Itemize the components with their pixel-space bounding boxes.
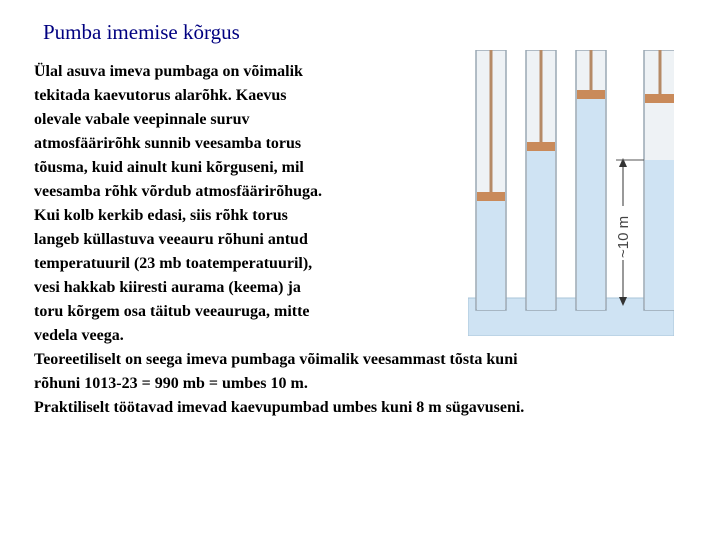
paragraph-line: Ülal asuva imeva pumbaga on võimalik <box>34 63 303 80</box>
paragraph-line: tõusma, kuid ainult kuni kõrguseni, mil <box>34 159 304 176</box>
height-arrow-top <box>619 158 627 167</box>
paragraph-line: tekitada kaevutorus alarõhk. Kaevus <box>34 87 287 104</box>
tube-3-water <box>577 96 605 310</box>
pump-tubes-figure <box>468 50 674 336</box>
tube-2-water <box>527 148 555 310</box>
tube-4-water <box>645 160 674 310</box>
paragraph-line: toru kõrgem osa täitub veeauruga, mitte <box>34 303 310 320</box>
tube-1-water <box>477 198 505 310</box>
body-paragraph <box>34 60 525 420</box>
slide-title: Pumba imemise kõrgus <box>43 20 240 44</box>
paragraph-line: vesi hakkab kiiresti aurama (keema) ja <box>34 279 301 296</box>
height-label: ~10 m <box>615 215 632 258</box>
paragraph-line: veesamba rõhk võrdub atmosfäärirõhuga. <box>34 183 323 200</box>
paragraph-line: vedela veega. <box>34 327 124 344</box>
paragraph-line: atmosfäärirõhk sunnib veesamba torus <box>34 135 302 152</box>
tube-4-piston <box>645 94 674 103</box>
paragraph-line: temperatuuril (23 mb toatemperatuuril), <box>34 255 313 272</box>
tube-1-piston <box>477 192 505 201</box>
paragraph-line: olevale vabale veepinnale suruv <box>34 111 250 128</box>
paragraph-line: Teoreetiliselt on seega imeva pumbaga võimalik veesammast tõsta kuni <box>34 351 518 368</box>
tube-2-piston <box>527 142 555 151</box>
paragraph-line: langeb küllastuva veeauru rõhuni antud <box>34 231 308 248</box>
paragraph-line: Kui kolb kerkib edasi, siis rõhk torus <box>34 207 288 224</box>
paragraph-line: Praktiliselt töötavad imevad kaevupumbad umbes kuni 8 m sügavuseni. <box>34 399 525 416</box>
paragraph-line: rõhuni 1013-23 = 990 mb = umbes 10 m. <box>34 375 308 392</box>
pump-tubes-illustration <box>468 50 674 336</box>
tube-3-piston <box>577 90 605 99</box>
